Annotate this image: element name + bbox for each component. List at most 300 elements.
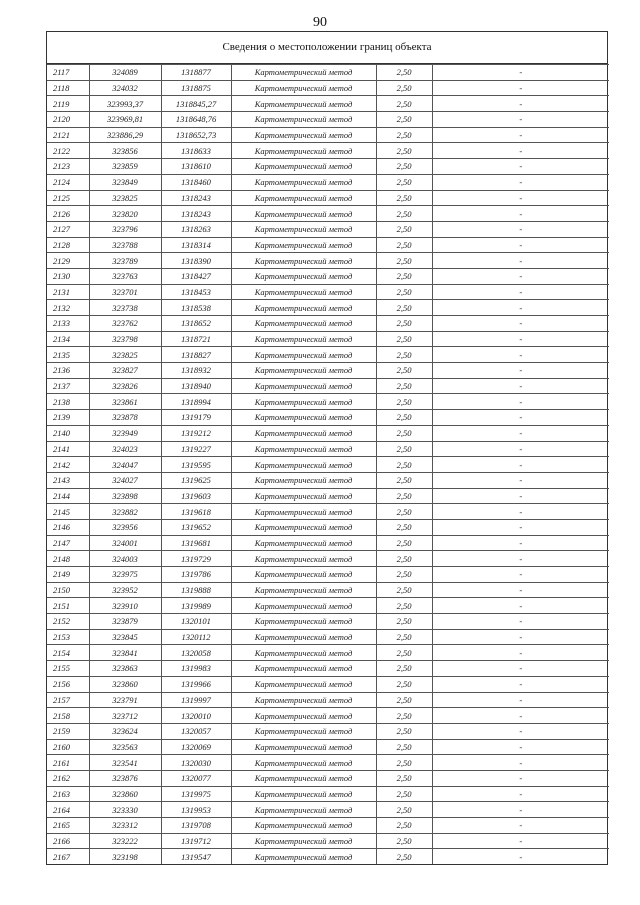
table-row xyxy=(47,567,609,583)
method-cell: Картометрический метод xyxy=(231,802,376,818)
method-cell: Картометрический метод xyxy=(231,284,376,300)
accuracy-cell: 2,50 xyxy=(376,770,432,786)
note-cell: - xyxy=(432,818,609,834)
x-coordinate-cell: 323910 xyxy=(89,598,161,614)
y-coordinate-cell: 1318263 xyxy=(161,221,231,237)
method-cell: Картометрический метод xyxy=(231,676,376,692)
point-number-cell: 2125 xyxy=(47,190,89,206)
y-coordinate-cell: 1319888 xyxy=(161,582,231,598)
method-cell: Картометрический метод xyxy=(231,410,376,426)
x-coordinate-cell: 323563 xyxy=(89,739,161,755)
x-coordinate-cell: 323701 xyxy=(89,284,161,300)
note-cell: - xyxy=(432,582,609,598)
point-number-cell: 2126 xyxy=(47,206,89,222)
point-number-cell: 2161 xyxy=(47,755,89,771)
y-coordinate-cell: 1319227 xyxy=(161,441,231,457)
table-row xyxy=(47,425,609,441)
point-number-cell: 2149 xyxy=(47,567,89,583)
note-cell: - xyxy=(432,802,609,818)
table-row xyxy=(47,174,609,190)
method-cell: Картометрический метод xyxy=(231,472,376,488)
table-row xyxy=(47,378,609,394)
accuracy-cell: 2,50 xyxy=(376,676,432,692)
note-cell: - xyxy=(432,598,609,614)
table-row xyxy=(47,708,609,724)
accuracy-cell: 2,50 xyxy=(376,96,432,112)
note-cell: - xyxy=(432,143,609,159)
point-number-cell: 2136 xyxy=(47,363,89,379)
x-coordinate-cell: 324003 xyxy=(89,551,161,567)
note-cell: - xyxy=(432,127,609,143)
accuracy-cell: 2,50 xyxy=(376,190,432,206)
y-coordinate-cell: 1319983 xyxy=(161,661,231,677)
note-cell: - xyxy=(432,488,609,504)
table-row xyxy=(47,96,609,112)
point-number-cell: 2132 xyxy=(47,300,89,316)
note-cell: - xyxy=(432,519,609,535)
accuracy-cell: 2,50 xyxy=(376,818,432,834)
y-coordinate-cell: 1318932 xyxy=(161,363,231,379)
x-coordinate-cell: 323969,81 xyxy=(89,112,161,128)
x-coordinate-cell: 323312 xyxy=(89,818,161,834)
accuracy-cell: 2,50 xyxy=(376,316,432,332)
x-coordinate-cell: 323845 xyxy=(89,629,161,645)
method-cell: Картометрический метод xyxy=(231,661,376,677)
y-coordinate-cell: 1320112 xyxy=(161,629,231,645)
table-row xyxy=(47,582,609,598)
note-cell: - xyxy=(432,394,609,410)
y-coordinate-cell: 1318648,76 xyxy=(161,112,231,128)
note-cell: - xyxy=(432,567,609,583)
note-cell: - xyxy=(432,96,609,112)
accuracy-cell: 2,50 xyxy=(376,519,432,535)
method-cell: Картометрический метод xyxy=(231,378,376,394)
y-coordinate-cell: 1319712 xyxy=(161,833,231,849)
point-number-cell: 2135 xyxy=(47,347,89,363)
y-coordinate-cell: 1318940 xyxy=(161,378,231,394)
point-number-cell: 2151 xyxy=(47,598,89,614)
note-cell: - xyxy=(432,284,609,300)
y-coordinate-cell: 1320077 xyxy=(161,770,231,786)
y-coordinate-cell: 1318721 xyxy=(161,331,231,347)
point-number-cell: 2130 xyxy=(47,268,89,284)
x-coordinate-cell: 323796 xyxy=(89,221,161,237)
table-row xyxy=(47,645,609,661)
y-coordinate-cell: 1319625 xyxy=(161,472,231,488)
accuracy-cell: 2,50 xyxy=(376,159,432,175)
note-cell: - xyxy=(432,253,609,269)
table-row xyxy=(47,786,609,802)
note-cell: - xyxy=(432,849,609,864)
method-cell: Картометрический метод xyxy=(231,849,376,864)
note-cell: - xyxy=(432,676,609,692)
point-number-cell: 2121 xyxy=(47,127,89,143)
y-coordinate-cell: 1318460 xyxy=(161,174,231,190)
accuracy-cell: 2,50 xyxy=(376,394,432,410)
point-number-cell: 2122 xyxy=(47,143,89,159)
y-coordinate-cell: 1319652 xyxy=(161,519,231,535)
note-cell: - xyxy=(432,347,609,363)
note-cell: - xyxy=(432,472,609,488)
x-coordinate-cell: 324089 xyxy=(89,65,161,81)
note-cell: - xyxy=(432,159,609,175)
method-cell: Картометрический метод xyxy=(231,206,376,222)
point-number-cell: 2166 xyxy=(47,833,89,849)
point-number-cell: 2141 xyxy=(47,441,89,457)
accuracy-cell: 2,50 xyxy=(376,206,432,222)
x-coordinate-cell: 323898 xyxy=(89,488,161,504)
y-coordinate-cell: 1318877 xyxy=(161,65,231,81)
method-cell: Картометрический метод xyxy=(231,112,376,128)
point-number-cell: 2144 xyxy=(47,488,89,504)
point-number-cell: 2165 xyxy=(47,818,89,834)
y-coordinate-cell: 1318314 xyxy=(161,237,231,253)
y-coordinate-cell: 1319729 xyxy=(161,551,231,567)
accuracy-cell: 2,50 xyxy=(376,143,432,159)
y-coordinate-cell: 1319786 xyxy=(161,567,231,583)
method-cell: Картометрический метод xyxy=(231,567,376,583)
method-cell: Картометрический метод xyxy=(231,629,376,645)
x-coordinate-cell: 323198 xyxy=(89,849,161,864)
y-coordinate-cell: 1319997 xyxy=(161,692,231,708)
x-coordinate-cell: 323859 xyxy=(89,159,161,175)
method-cell: Картометрический метод xyxy=(231,394,376,410)
table-row xyxy=(47,614,609,630)
accuracy-cell: 2,50 xyxy=(376,708,432,724)
table-row xyxy=(47,833,609,849)
table-row xyxy=(47,112,609,128)
note-cell: - xyxy=(432,316,609,332)
point-number-cell: 2162 xyxy=(47,770,89,786)
note-cell: - xyxy=(432,535,609,551)
table-row xyxy=(47,770,609,786)
x-coordinate-cell: 323330 xyxy=(89,802,161,818)
point-number-cell: 2153 xyxy=(47,629,89,645)
method-cell: Картометрический метод xyxy=(231,159,376,175)
point-number-cell: 2148 xyxy=(47,551,89,567)
method-cell: Картометрический метод xyxy=(231,425,376,441)
note-cell: - xyxy=(432,457,609,473)
point-number-cell: 2124 xyxy=(47,174,89,190)
table-row xyxy=(47,504,609,520)
table-row xyxy=(47,190,609,206)
boundary-points-table xyxy=(47,64,609,864)
note-cell: - xyxy=(432,378,609,394)
note-cell: - xyxy=(432,190,609,206)
accuracy-cell: 2,50 xyxy=(376,457,432,473)
accuracy-cell: 2,50 xyxy=(376,112,432,128)
accuracy-cell: 2,50 xyxy=(376,441,432,457)
table-row xyxy=(47,268,609,284)
method-cell: Картометрический метод xyxy=(231,645,376,661)
note-cell: - xyxy=(432,300,609,316)
table-row xyxy=(47,347,609,363)
method-cell: Картометрический метод xyxy=(231,551,376,567)
accuracy-cell: 2,50 xyxy=(376,237,432,253)
note-cell: - xyxy=(432,723,609,739)
table-row xyxy=(47,692,609,708)
method-cell: Картометрический метод xyxy=(231,268,376,284)
method-cell: Картометрический метод xyxy=(231,739,376,755)
y-coordinate-cell: 1318652 xyxy=(161,316,231,332)
page-number: 90 xyxy=(313,15,327,30)
point-number-cell: 2118 xyxy=(47,80,89,96)
table-row xyxy=(47,237,609,253)
table-row xyxy=(47,65,609,81)
accuracy-cell: 2,50 xyxy=(376,284,432,300)
x-coordinate-cell: 323624 xyxy=(89,723,161,739)
table-row xyxy=(47,206,609,222)
point-number-cell: 2152 xyxy=(47,614,89,630)
point-number-cell: 2142 xyxy=(47,457,89,473)
accuracy-cell: 2,50 xyxy=(376,347,432,363)
table-row xyxy=(47,457,609,473)
x-coordinate-cell: 323841 xyxy=(89,645,161,661)
table-row xyxy=(47,519,609,535)
method-cell: Картометрический метод xyxy=(231,316,376,332)
method-cell: Картометрический метод xyxy=(231,519,376,535)
accuracy-cell: 2,50 xyxy=(376,645,432,661)
y-coordinate-cell: 1318390 xyxy=(161,253,231,269)
table-row xyxy=(47,661,609,677)
y-coordinate-cell: 1320030 xyxy=(161,755,231,771)
method-cell: Картометрический метод xyxy=(231,221,376,237)
y-coordinate-cell: 1320010 xyxy=(161,708,231,724)
point-number-cell: 2158 xyxy=(47,708,89,724)
method-cell: Картометрический метод xyxy=(231,723,376,739)
table-body xyxy=(47,65,609,865)
x-coordinate-cell: 323886,29 xyxy=(89,127,161,143)
point-number-cell: 2119 xyxy=(47,96,89,112)
note-cell: - xyxy=(432,80,609,96)
note-cell: - xyxy=(432,410,609,426)
table-row xyxy=(47,488,609,504)
y-coordinate-cell: 1319989 xyxy=(161,598,231,614)
boundary-table-frame xyxy=(46,31,608,865)
x-coordinate-cell: 323827 xyxy=(89,363,161,379)
note-cell: - xyxy=(432,237,609,253)
method-cell: Картометрический метод xyxy=(231,535,376,551)
method-cell: Картометрический метод xyxy=(231,96,376,112)
table-row xyxy=(47,629,609,645)
note-cell: - xyxy=(432,363,609,379)
y-coordinate-cell: 1318845,27 xyxy=(161,96,231,112)
point-number-cell: 2160 xyxy=(47,739,89,755)
accuracy-cell: 2,50 xyxy=(376,692,432,708)
method-cell: Картометрический метод xyxy=(231,80,376,96)
y-coordinate-cell: 1320069 xyxy=(161,739,231,755)
table-row xyxy=(47,802,609,818)
x-coordinate-cell: 323541 xyxy=(89,755,161,771)
x-coordinate-cell: 323860 xyxy=(89,786,161,802)
accuracy-cell: 2,50 xyxy=(376,488,432,504)
y-coordinate-cell: 1318875 xyxy=(161,80,231,96)
x-coordinate-cell: 323763 xyxy=(89,268,161,284)
x-coordinate-cell: 324027 xyxy=(89,472,161,488)
x-coordinate-cell: 323863 xyxy=(89,661,161,677)
accuracy-cell: 2,50 xyxy=(376,425,432,441)
table-row xyxy=(47,316,609,332)
x-coordinate-cell: 323738 xyxy=(89,300,161,316)
table-row xyxy=(47,394,609,410)
table-title: Сведения о местоположении границ объекта xyxy=(47,32,607,64)
y-coordinate-cell: 1318633 xyxy=(161,143,231,159)
method-cell: Картометрический метод xyxy=(231,127,376,143)
table-row xyxy=(47,143,609,159)
x-coordinate-cell: 323949 xyxy=(89,425,161,441)
point-number-cell: 2150 xyxy=(47,582,89,598)
method-cell: Картометрический метод xyxy=(231,441,376,457)
method-cell: Картометрический метод xyxy=(231,457,376,473)
point-number-cell: 2159 xyxy=(47,723,89,739)
note-cell: - xyxy=(432,614,609,630)
table-row xyxy=(47,284,609,300)
method-cell: Картометрический метод xyxy=(231,692,376,708)
table-row xyxy=(47,551,609,567)
accuracy-cell: 2,50 xyxy=(376,65,432,81)
table-row xyxy=(47,598,609,614)
x-coordinate-cell: 323762 xyxy=(89,316,161,332)
x-coordinate-cell: 323878 xyxy=(89,410,161,426)
method-cell: Картометрический метод xyxy=(231,253,376,269)
point-number-cell: 2164 xyxy=(47,802,89,818)
point-number-cell: 2155 xyxy=(47,661,89,677)
point-number-cell: 2117 xyxy=(47,65,89,81)
point-number-cell: 2163 xyxy=(47,786,89,802)
y-coordinate-cell: 1320058 xyxy=(161,645,231,661)
method-cell: Картометрический метод xyxy=(231,833,376,849)
y-coordinate-cell: 1318453 xyxy=(161,284,231,300)
x-coordinate-cell: 323856 xyxy=(89,143,161,159)
x-coordinate-cell: 323826 xyxy=(89,378,161,394)
accuracy-cell: 2,50 xyxy=(376,472,432,488)
method-cell: Картометрический метод xyxy=(231,143,376,159)
point-number-cell: 2120 xyxy=(47,112,89,128)
note-cell: - xyxy=(432,692,609,708)
point-number-cell: 2167 xyxy=(47,849,89,864)
x-coordinate-cell: 323956 xyxy=(89,519,161,535)
x-coordinate-cell: 323993,37 xyxy=(89,96,161,112)
table-row xyxy=(47,410,609,426)
note-cell: - xyxy=(432,755,609,771)
table-row xyxy=(47,300,609,316)
point-number-cell: 2134 xyxy=(47,331,89,347)
accuracy-cell: 2,50 xyxy=(376,786,432,802)
note-cell: - xyxy=(432,551,609,567)
method-cell: Картометрический метод xyxy=(231,614,376,630)
note-cell: - xyxy=(432,65,609,81)
x-coordinate-cell: 324047 xyxy=(89,457,161,473)
note-cell: - xyxy=(432,221,609,237)
method-cell: Картометрический метод xyxy=(231,347,376,363)
accuracy-cell: 2,50 xyxy=(376,614,432,630)
table-row xyxy=(47,159,609,175)
point-number-cell: 2140 xyxy=(47,425,89,441)
table-row xyxy=(47,676,609,692)
y-coordinate-cell: 1318243 xyxy=(161,206,231,222)
accuracy-cell: 2,50 xyxy=(376,363,432,379)
y-coordinate-cell: 1319953 xyxy=(161,802,231,818)
note-cell: - xyxy=(432,833,609,849)
y-coordinate-cell: 1318652,73 xyxy=(161,127,231,143)
method-cell: Картометрический метод xyxy=(231,190,376,206)
table-row xyxy=(47,331,609,347)
point-number-cell: 2131 xyxy=(47,284,89,300)
method-cell: Картометрический метод xyxy=(231,504,376,520)
method-cell: Картометрический метод xyxy=(231,65,376,81)
x-coordinate-cell: 323222 xyxy=(89,833,161,849)
table-row xyxy=(47,441,609,457)
note-cell: - xyxy=(432,331,609,347)
method-cell: Картометрический метод xyxy=(231,488,376,504)
x-coordinate-cell: 324023 xyxy=(89,441,161,457)
note-cell: - xyxy=(432,174,609,190)
accuracy-cell: 2,50 xyxy=(376,582,432,598)
accuracy-cell: 2,50 xyxy=(376,253,432,269)
x-coordinate-cell: 323952 xyxy=(89,582,161,598)
x-coordinate-cell: 323975 xyxy=(89,567,161,583)
note-cell: - xyxy=(432,708,609,724)
point-number-cell: 2138 xyxy=(47,394,89,410)
note-cell: - xyxy=(432,441,609,457)
note-cell: - xyxy=(432,661,609,677)
x-coordinate-cell: 324032 xyxy=(89,80,161,96)
point-number-cell: 2123 xyxy=(47,159,89,175)
y-coordinate-cell: 1319547 xyxy=(161,849,231,864)
method-cell: Картометрический метод xyxy=(231,818,376,834)
accuracy-cell: 2,50 xyxy=(376,221,432,237)
method-cell: Картометрический метод xyxy=(231,582,376,598)
x-coordinate-cell: 323860 xyxy=(89,676,161,692)
point-number-cell: 2147 xyxy=(47,535,89,551)
accuracy-cell: 2,50 xyxy=(376,833,432,849)
x-coordinate-cell: 323789 xyxy=(89,253,161,269)
note-cell: - xyxy=(432,629,609,645)
accuracy-cell: 2,50 xyxy=(376,127,432,143)
table-row xyxy=(47,849,609,864)
point-number-cell: 2128 xyxy=(47,237,89,253)
accuracy-cell: 2,50 xyxy=(376,300,432,316)
y-coordinate-cell: 1318538 xyxy=(161,300,231,316)
accuracy-cell: 2,50 xyxy=(376,551,432,567)
accuracy-cell: 2,50 xyxy=(376,331,432,347)
accuracy-cell: 2,50 xyxy=(376,567,432,583)
table-row xyxy=(47,723,609,739)
y-coordinate-cell: 1319975 xyxy=(161,786,231,802)
x-coordinate-cell: 323882 xyxy=(89,504,161,520)
accuracy-cell: 2,50 xyxy=(376,598,432,614)
method-cell: Картометрический метод xyxy=(231,770,376,786)
y-coordinate-cell: 1319966 xyxy=(161,676,231,692)
table-row xyxy=(47,535,609,551)
note-cell: - xyxy=(432,786,609,802)
accuracy-cell: 2,50 xyxy=(376,504,432,520)
x-coordinate-cell: 323849 xyxy=(89,174,161,190)
x-coordinate-cell: 323825 xyxy=(89,347,161,363)
accuracy-cell: 2,50 xyxy=(376,849,432,864)
table-row xyxy=(47,80,609,96)
method-cell: Картометрический метод xyxy=(231,237,376,253)
table-row xyxy=(47,739,609,755)
y-coordinate-cell: 1319212 xyxy=(161,425,231,441)
y-coordinate-cell: 1318610 xyxy=(161,159,231,175)
note-cell: - xyxy=(432,112,609,128)
accuracy-cell: 2,50 xyxy=(376,739,432,755)
x-coordinate-cell: 323861 xyxy=(89,394,161,410)
y-coordinate-cell: 1319603 xyxy=(161,488,231,504)
point-number-cell: 2133 xyxy=(47,316,89,332)
method-cell: Картометрический метод xyxy=(231,755,376,771)
